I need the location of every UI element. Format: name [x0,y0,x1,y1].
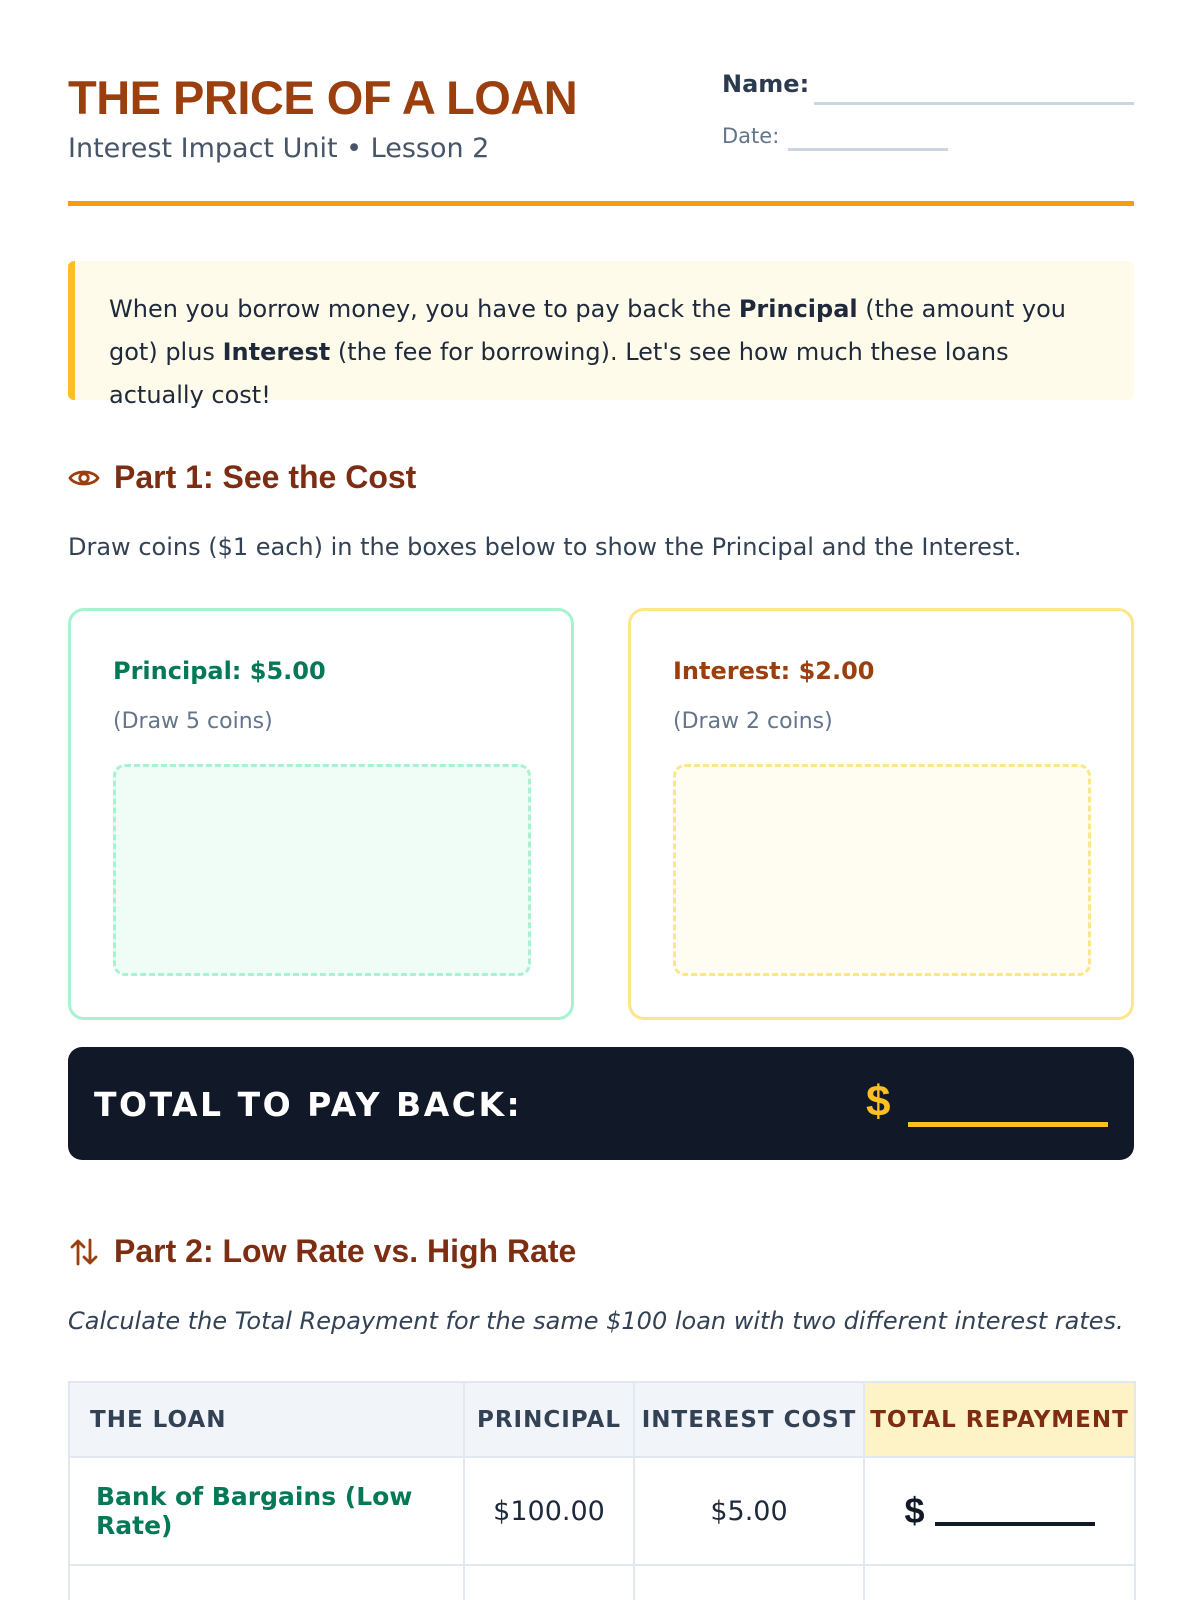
loan-name-cell [69,1565,464,1600]
interest-drawing-area[interactable] [673,764,1091,976]
interest-card [628,608,1134,1020]
date-input-line[interactable] [788,148,948,151]
total-answer-line[interactable] [908,1122,1108,1127]
total-banner [68,1047,1134,1160]
principal-drawing-area[interactable] [113,764,531,976]
name-label: Name: [722,70,810,98]
total-dollar-sign: $ [866,1077,891,1126]
principal-cell: $100.00 [464,1457,634,1565]
table-header-row [69,1382,1135,1457]
date-label: Date: [722,124,780,148]
name-field[interactable] [722,70,1134,108]
loan-name-cell: Bank of Bargains (Low Rate) [69,1457,464,1565]
name-input-line[interactable] [814,102,1134,105]
total-repayment-line[interactable] [935,1522,1095,1526]
intro-text-3: (the fee for borrowing). Let's see how much these loans actually cost! [109,338,1009,409]
part2-heading [68,1233,576,1270]
principal-hint: (Draw 5 coins) [113,709,273,734]
interest-label: Interest: $2.00 [673,657,875,685]
worksheet-subtitle: Interest Impact Unit • Lesson 2 [68,133,490,164]
column-header-total-repayment: TOTAL REPAYMENT [864,1382,1135,1457]
total-repayment-cell[interactable] [864,1457,1135,1565]
principal-label: Principal: $5.00 [113,657,326,685]
part2-instruction: Calculate the Total Repayment for the same $100 loan with two different interest rates. [68,1307,1124,1335]
column-header-interest-cost: INTEREST COST [634,1382,864,1457]
total-repayment-answer[interactable] [904,1490,1094,1532]
loan-comparison-table [68,1381,1136,1600]
worksheet-header [68,0,1134,206]
total-repayment-cell[interactable] [864,1565,1135,1600]
intro-principal-term: Principal [738,295,858,323]
swap-vertical-icon [68,1236,100,1268]
part1-heading [68,459,416,496]
eye-icon [68,462,100,494]
part1-title: Part 1: See the Cost [114,459,417,495]
total-label: TOTAL TO PAY BACK: [94,1085,523,1124]
part1-instruction: Draw coins ($1 each) in the boxes below to show the Principal and the Interest. [68,533,1022,561]
intro-interest-term: Interest [222,338,331,366]
interest-hint: (Draw 2 coins) [673,709,833,734]
date-field[interactable] [722,124,962,154]
total-repayment-dollar-sign: $ [904,1490,925,1531]
interest-cost-cell: $5.00 [634,1457,864,1565]
worksheet-title: THE PRICE OF A LOAN [68,71,578,124]
intro-callout [68,261,1134,409]
intro-text-1: When you borrow money, you have to pay back the [109,295,739,323]
principal-card [68,608,574,1020]
column-header-principal: PRINCIPAL [464,1382,634,1457]
interest-cost-cell [634,1565,864,1600]
principal-cell [464,1565,634,1600]
column-header-loan: THE LOAN [69,1382,464,1457]
intro-text-2: (the amount you got) plus [109,295,1066,366]
table-row [69,1457,1135,1565]
part2-title: Part 2: Low Rate vs. High Rate [114,1233,577,1269]
worksheet-page [68,0,1134,1540]
table-row [69,1565,1135,1600]
